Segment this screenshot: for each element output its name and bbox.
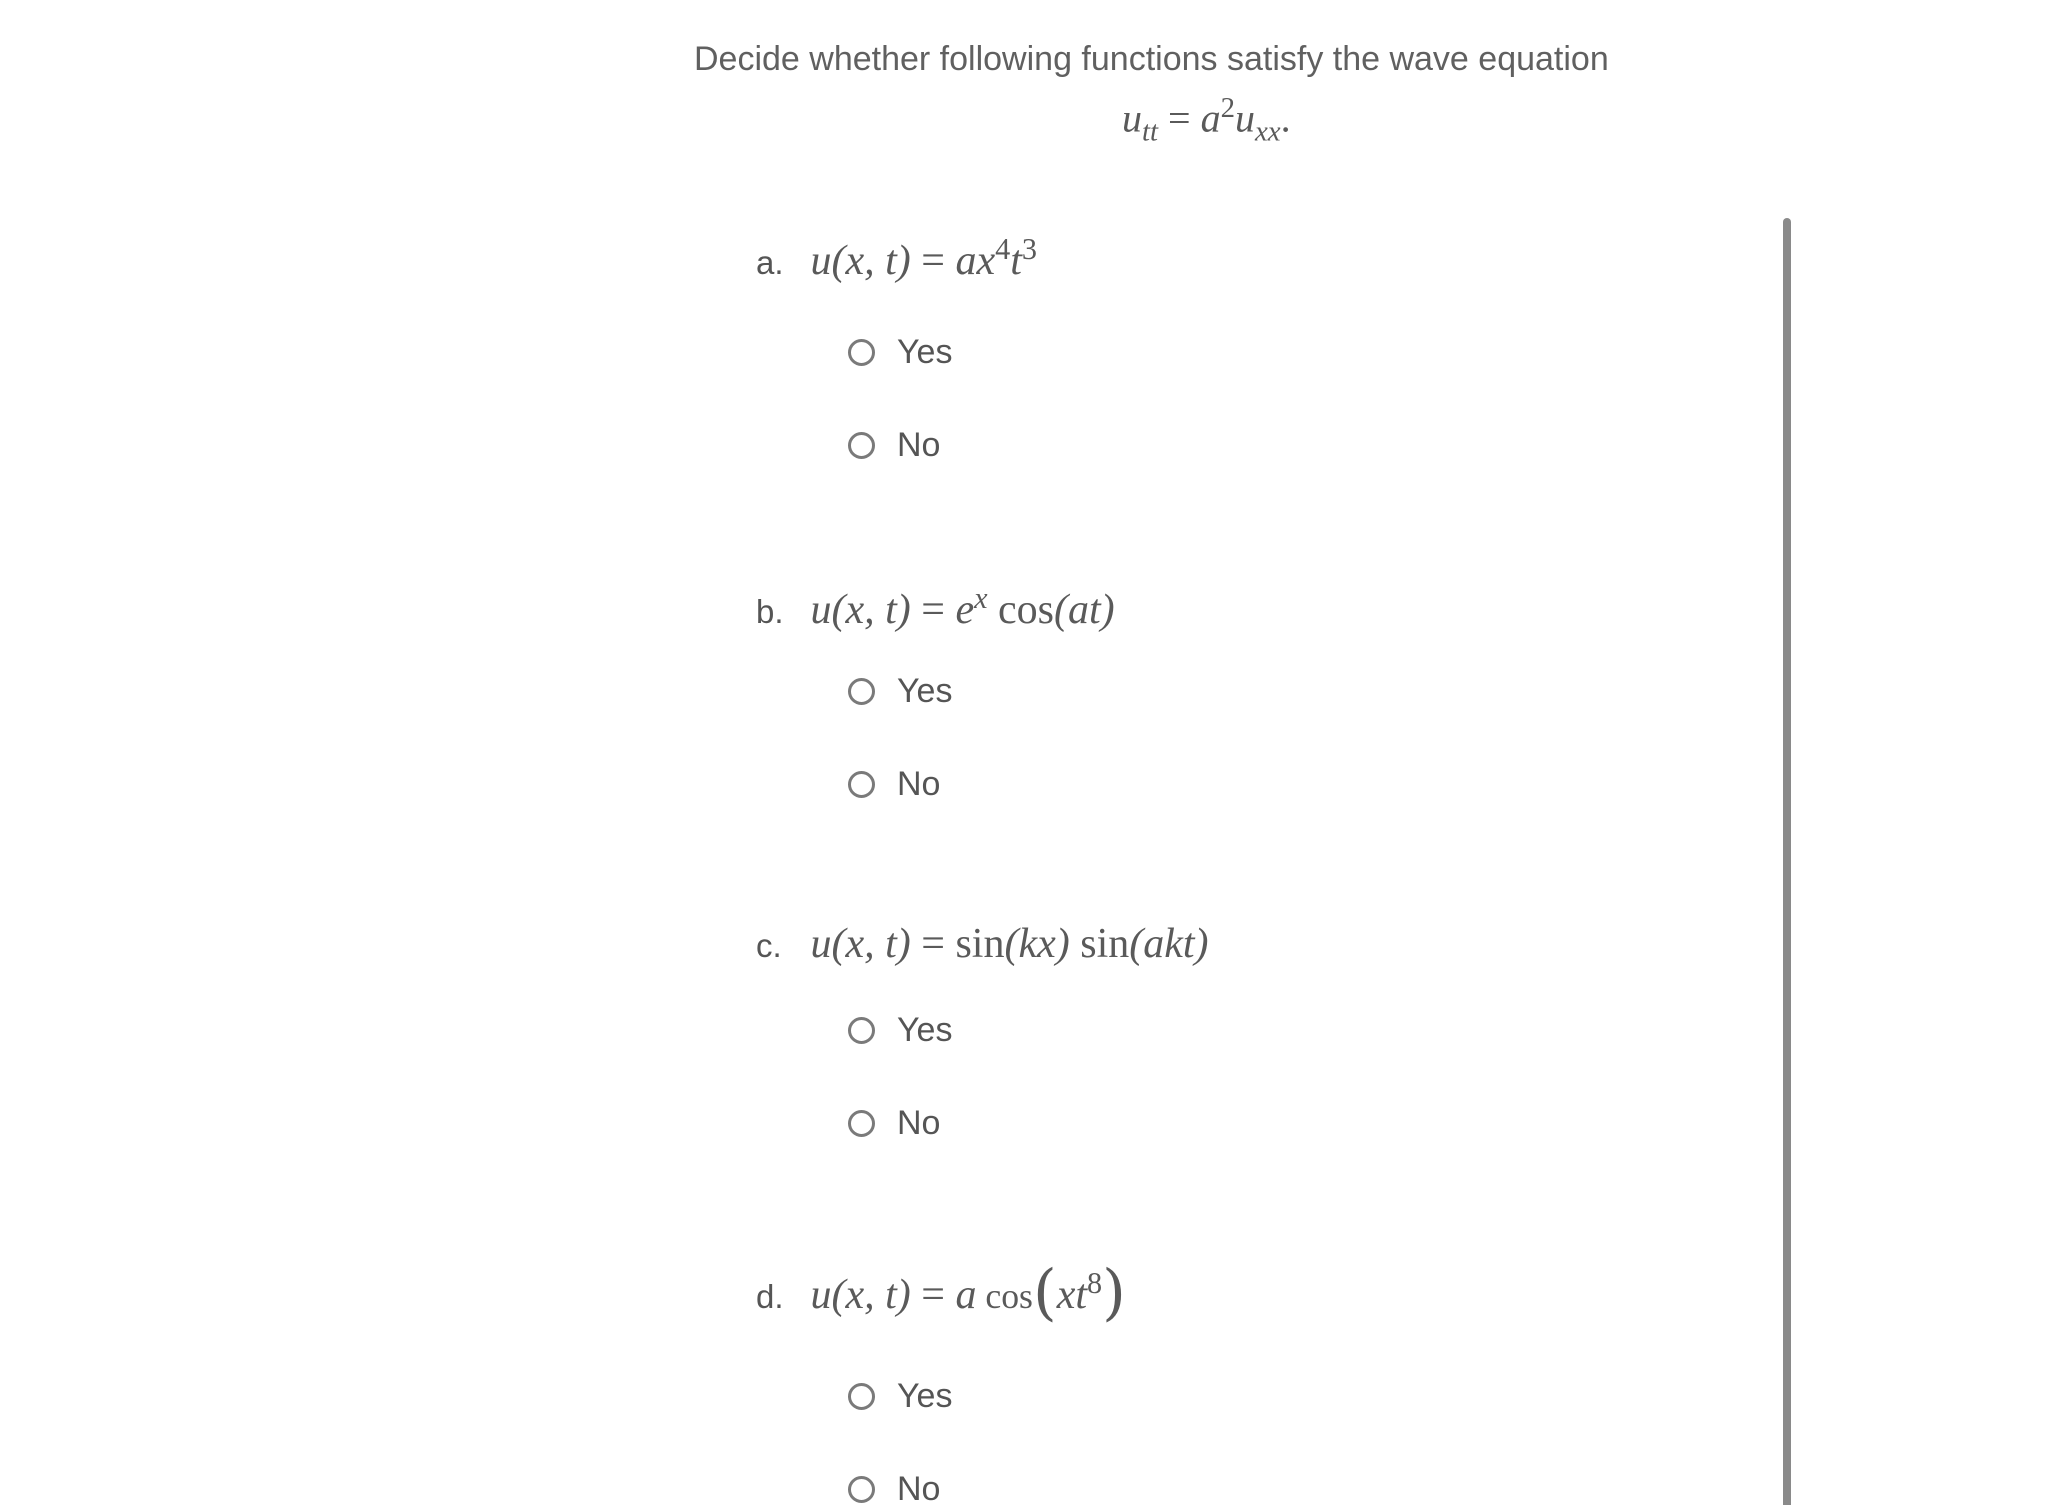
- question-letter: b.: [756, 593, 784, 630]
- option-label: No: [897, 425, 941, 464]
- question-c-formula: [810, 920, 1208, 968]
- question-a: [756, 232, 1038, 464]
- question-d: [756, 1256, 1126, 1508]
- radio-icon[interactable]: [848, 678, 875, 705]
- option-label: Yes: [897, 1376, 953, 1415]
- eq-equals: =: [1158, 95, 1201, 141]
- formula-fn-1: sin: [955, 921, 1005, 967]
- formula-lhs: u(x, t): [810, 587, 911, 633]
- question-c: [756, 920, 1209, 1142]
- formula-exp: 8: [1087, 1266, 1103, 1300]
- option-label: No: [897, 764, 941, 803]
- question-d-header: [756, 1256, 1126, 1328]
- eq-rhs-sub: xx: [1254, 115, 1281, 148]
- option-b-no[interactable]: [848, 762, 940, 806]
- formula-lhs: u(x, t): [810, 238, 911, 284]
- question-a-formula: [810, 232, 1037, 285]
- vertical-scrollbar[interactable]: [1783, 218, 1791, 1505]
- formula-arg-2: (akt): [1129, 921, 1209, 967]
- radio-icon[interactable]: [848, 1383, 875, 1410]
- eq-rhs-base: u: [1234, 95, 1255, 141]
- wave-equation: [1122, 92, 1291, 148]
- formula-lhs: u(x, t): [810, 921, 911, 967]
- question-letter: c.: [756, 927, 782, 964]
- formula-arg-1: (kx): [1004, 921, 1070, 967]
- radio-icon[interactable]: [848, 1476, 875, 1503]
- formula-exp-1: 4: [995, 232, 1011, 266]
- formula-rhs-2: t: [1010, 238, 1022, 284]
- formula-exp-2: 3: [1021, 232, 1038, 266]
- radio-icon[interactable]: [848, 432, 875, 459]
- formula-open-paren: (: [1032, 1256, 1057, 1328]
- radio-icon[interactable]: [848, 339, 875, 366]
- radio-icon[interactable]: [848, 771, 875, 798]
- radio-icon[interactable]: [848, 1110, 875, 1137]
- eq-rhs-coef: a: [1200, 95, 1221, 141]
- option-label: No: [897, 1469, 941, 1508]
- formula-fn-2: sin: [1069, 921, 1130, 967]
- question-letter: a.: [756, 244, 784, 281]
- formula-equals: =: [910, 921, 956, 967]
- eq-lhs-sub: tt: [1142, 115, 1159, 148]
- formula-exp: x: [974, 581, 988, 615]
- option-c-yes[interactable]: [848, 1008, 952, 1052]
- formula-fn: cos: [976, 1276, 1033, 1316]
- option-label: No: [897, 1103, 941, 1142]
- formula-equals: =: [910, 587, 956, 633]
- option-label: Yes: [897, 332, 953, 371]
- question-c-header: [756, 920, 1209, 980]
- formula-equals: =: [910, 1272, 956, 1318]
- option-a-yes[interactable]: [848, 330, 952, 374]
- formula-fn: cos: [987, 587, 1055, 633]
- question-b-header: [756, 581, 1115, 641]
- formula-inner: xt: [1056, 1272, 1088, 1318]
- formula-lhs: u(x, t): [810, 1272, 911, 1318]
- eq-period: .: [1280, 95, 1291, 141]
- formula-coef: a: [955, 1272, 977, 1318]
- question-b: [756, 581, 1115, 803]
- option-d-no[interactable]: [848, 1467, 940, 1511]
- eq-rhs-exp: 2: [1220, 92, 1235, 124]
- question-b-formula: [810, 581, 1114, 634]
- option-d-yes[interactable]: [848, 1374, 952, 1418]
- radio-icon[interactable]: [848, 1017, 875, 1044]
- formula-base: e: [955, 587, 975, 633]
- option-label: Yes: [897, 671, 953, 710]
- option-label: Yes: [897, 1010, 953, 1049]
- question-prompt: Decide whether following functions satisfy the wave equation: [694, 40, 1609, 78]
- question-letter: d.: [756, 1278, 784, 1315]
- formula-equals: =: [910, 238, 956, 284]
- question-a-header: [756, 232, 1037, 292]
- option-b-yes[interactable]: [848, 669, 952, 713]
- formula-rhs: ax: [955, 238, 996, 284]
- formula-arg: (at): [1054, 587, 1115, 633]
- question-d-formula: [810, 1256, 1126, 1328]
- formula-close-paren: ): [1102, 1256, 1126, 1328]
- eq-lhs-base: u: [1122, 95, 1142, 141]
- option-c-no[interactable]: [848, 1101, 940, 1145]
- option-a-no[interactable]: [848, 423, 940, 467]
